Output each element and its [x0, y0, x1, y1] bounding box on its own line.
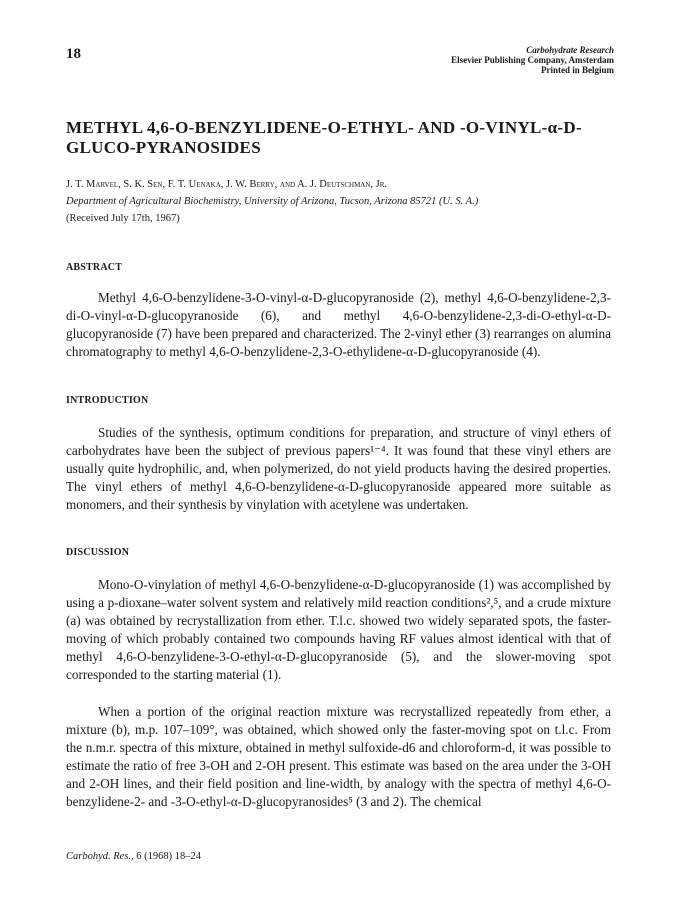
introduction-heading: INTRODUCTION — [66, 395, 149, 406]
discussion-paragraph-1: Mono-O-vinylation of methyl 4,6-O-benzylidene-α-D-glucopyranoside (1) was accomplished by using a p-dioxane–water solvent system and relatively mild reaction conditions²,⁵, and a crude mixture (a) was obtained by recrystallization from ether. T.l.c. showed two widely separated spots, the faster-moving of which probably contained two compounds having RF values almost identical with that of methyl 4,6-O-benzylidene-3-O-ethyl-α-D-glucopyranoside (5), and the slower-moving spot corresponded to the starting material (1). — [66, 577, 611, 682]
abstract-heading: ABSTRACT — [66, 262, 123, 273]
page-number: 18 — [66, 46, 81, 62]
footer-citation — [66, 851, 201, 862]
received-date: (Received July 17th, 1967) — [66, 213, 180, 224]
author-list: J. T. Marvel, S. K. Sen, F. T. Uenaka, J. W. Berry, and A. J. Deutschman, Jr. — [66, 179, 388, 190]
article-title: METHYL 4,6-O-BENZYLIDENE-O-ETHYL- AND -O-VINYL-α-D-GLUCO-PYRANOSIDES — [66, 118, 582, 157]
publisher-info — [451, 45, 614, 75]
introduction-text: Studies of the synthesis, optimum conditions for preparation, and structure of vinyl ethers of carbohydrates have been the subject of previous papers¹⁻⁴. It was found that these vinyl ethers are usually quite hydrophilic, and, when polymerized, do not yield products having the desired properties. The vinyl ethers of methyl 4,6-O-benzylidene-α-D-glucopyranoside appeared more suitable as monomers, and their synthesis by vinylation with acetylene was undertaken. — [66, 425, 611, 512]
discussion-heading: DISCUSSION — [66, 547, 130, 558]
affiliation: Department of Agricultural Biochemistry, University of Arizona, Tucson, Arizona 85721 (U. S. A.) — [66, 196, 479, 207]
publisher-name: Elsevier Publishing Company, Amsterdam — [451, 55, 614, 65]
journal-name: Carbohydrate Research — [526, 45, 614, 55]
abstract-text: Methyl 4,6-O-benzylidene-3-O-vinyl-α-D-glucopyranoside (2), methyl 4,6-O-benzylidene-2,3-di-O-vinyl-α-D-glucopyranoside (6), and methyl 4,6-O-benzylidene-2,3-di-O-ethyl-α-D-glucopyranoside (7) have been prepared and characterized. The 2-vinyl ether (3) rearranges on alumina chromatography to methyl 4,6-O-benzylidene-2,3-O-ethylidene-α-D-glucopyranoside (4). — [66, 290, 611, 359]
printed-location: Printed in Belgium — [540, 65, 614, 75]
footer-journal: Carbohyd. Res., — [66, 851, 134, 862]
footer-volume: 6 (1968) 18–24 — [136, 851, 202, 862]
discussion-paragraph-2: When a portion of the original reaction mixture was recrystallized repeatedly from ether, a mixture (b), m.p. 107–109°, was obtained, which showed only the faster-moving spot on t.l.c. From the n.m.r. spectra of this mixture, obtained in methyl sulfoxide-d6 and chloroform-d, it was possible to estimate the ratio of free 3-OH and 2-OH present. This estimate was based on the area under the 3-OH and 2-OH lines, and their field position and line-width, by analogy with the spectra of methyl 4,6-O-benzylidene-2- and -3-O-ethyl-α-D-glucopyranosides⁵ (3 and 2). The chemical — [66, 704, 611, 809]
